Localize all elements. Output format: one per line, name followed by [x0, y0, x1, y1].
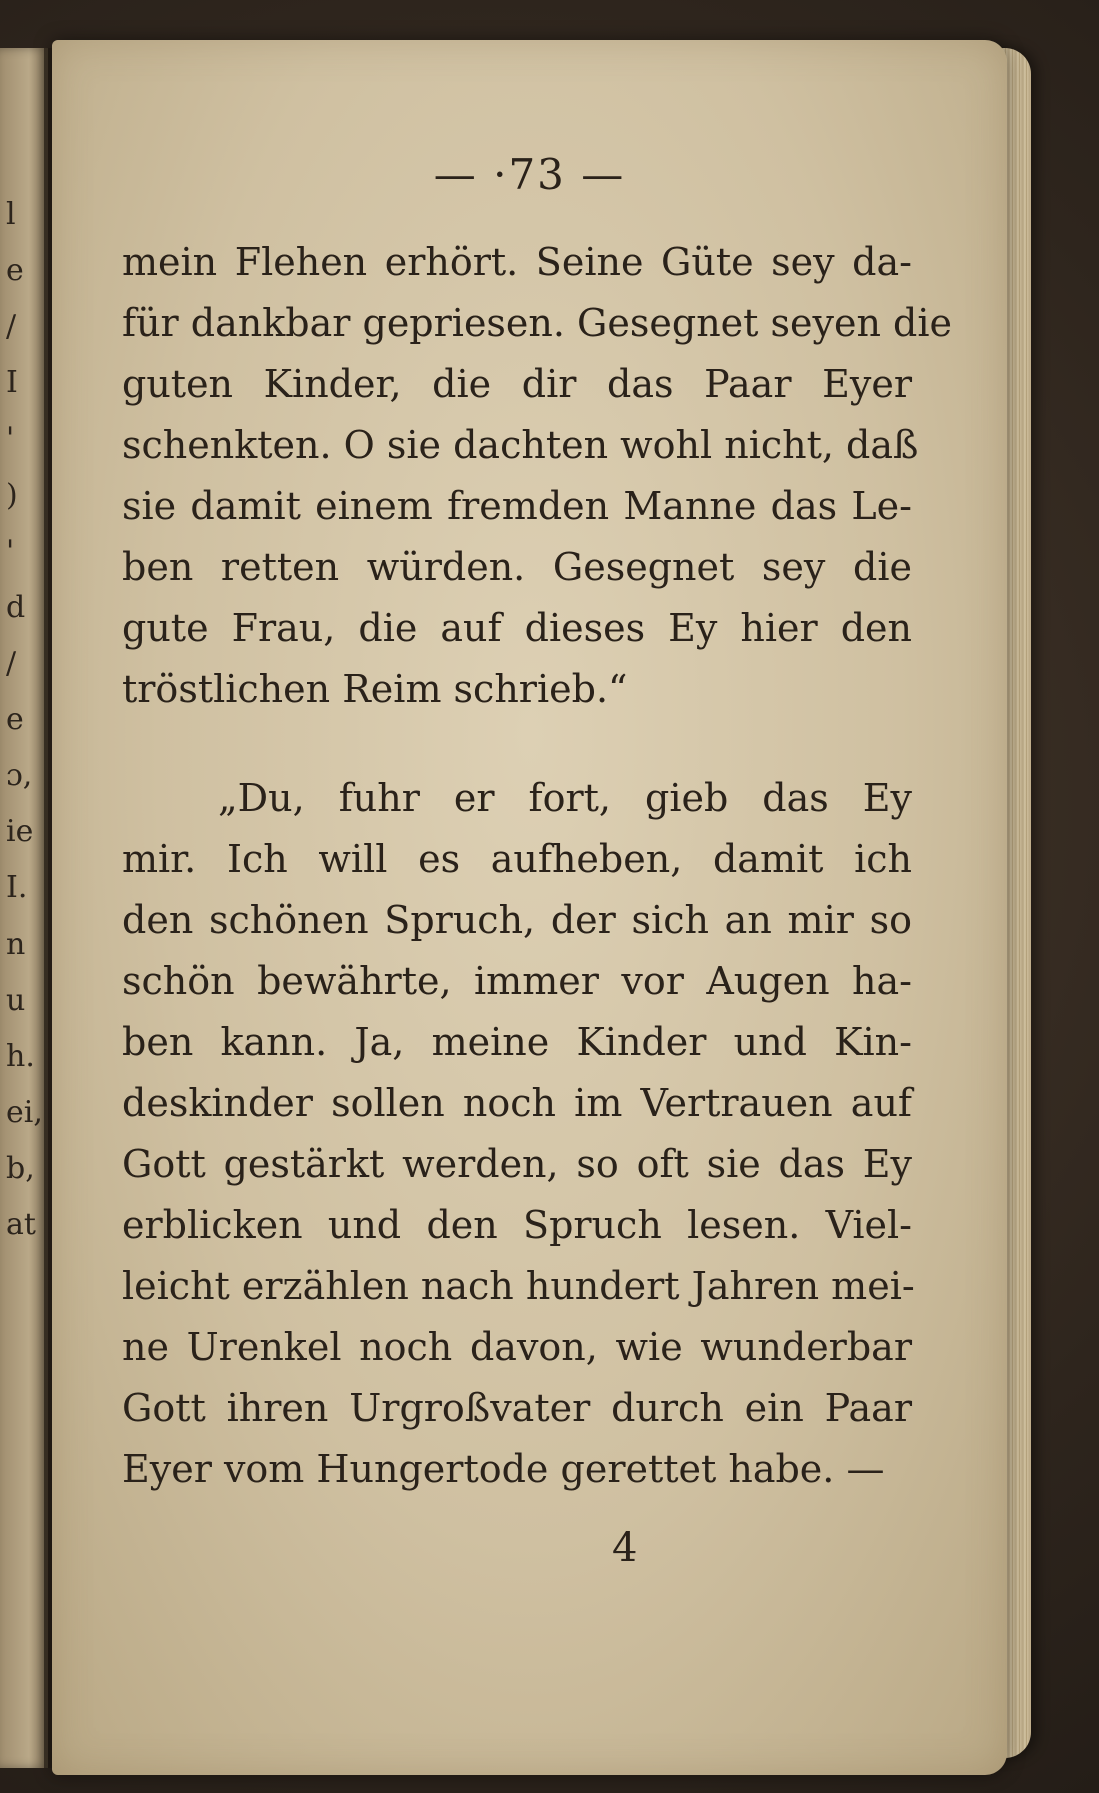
text-line: für dankbar gepriesen. Gesegnet seyen die [122, 301, 952, 345]
paragraph-2 [122, 768, 915, 1500]
left-page-fragment: h. [6, 1038, 35, 1074]
text-line: ben kann. Ja, meine Kinder und Kin- [122, 1020, 912, 1064]
text-line: schenkten. O sie dachten wohl nicht, daß [122, 423, 919, 467]
left-page-fragment: at [6, 1207, 36, 1243]
left-page-fragment: e [6, 702, 24, 738]
text-line: schön bewährte, immer vor Augen ha- [122, 959, 912, 1003]
left-page-fragment: I. [6, 870, 28, 906]
text-line: den schönen Spruch, der sich an mir so [122, 898, 912, 942]
text-line: sie damit einem fremden Manne das Le- [122, 484, 912, 528]
text-line: leicht erzählen nach hundert Jahren mei- [122, 1264, 915, 1308]
left-page-edge [0, 48, 48, 1768]
left-page-fragment: ɔ, [6, 758, 33, 794]
left-page-fragment: n [6, 926, 26, 962]
left-page-fragment: ' [6, 421, 15, 457]
text-line: mir. Ich will es aufheben, damit ich [122, 837, 912, 881]
text-line: gute Frau, die auf dieses Ey hier den [122, 606, 912, 650]
page-text [122, 232, 952, 1500]
left-page-fragment: e [6, 253, 24, 289]
text-line: mein Flehen erhört. Seine Güte sey da- [122, 240, 912, 284]
text-line: Gott gestärkt werden, so oft sie das Ey [122, 1142, 912, 1186]
text-line: Eyer vom Hungertode gerettet habe. — [122, 1447, 885, 1491]
left-page-fragment: / [6, 309, 17, 345]
text-line: ne Urenkel noch davon, wie wunderbar [122, 1325, 912, 1369]
left-page-fragment: / [6, 645, 17, 681]
left-page-fragment: b, [6, 1151, 35, 1187]
book-page [52, 40, 1007, 1775]
paragraph-1 [122, 232, 952, 720]
page-number-header: — ·73 — [433, 150, 626, 199]
text-line: tröstlichen Reim schrieb.“ [122, 667, 628, 711]
paragraph-gap [122, 720, 912, 768]
left-page-fragment: ) [6, 477, 18, 513]
text-line: „Du, fuhr er fort, gieb das Ey [218, 776, 912, 820]
text-line: deskinder sollen noch im Vertrauen auf [122, 1081, 912, 1125]
left-page-fragment: u [6, 982, 26, 1018]
text-line: ben retten würden. Gesegnet sey die [122, 545, 912, 589]
text-line: erblicken und den Spruch lesen. Viel- [122, 1203, 912, 1247]
left-page-fragment: ie [6, 814, 34, 850]
left-page-fragment: ei, [6, 1094, 43, 1130]
left-page-fragment: d [6, 589, 26, 625]
text-line: guten Kinder, die dir das Paar Eyer [122, 362, 912, 406]
left-page-fragment: ' [6, 533, 15, 569]
left-page-fragment: l [6, 197, 16, 232]
left-page-fragment: I [6, 365, 18, 401]
signature-mark: 4 [612, 1525, 638, 1571]
text-line: Gott ihren Urgroßvater durch ein Paar [122, 1386, 912, 1430]
